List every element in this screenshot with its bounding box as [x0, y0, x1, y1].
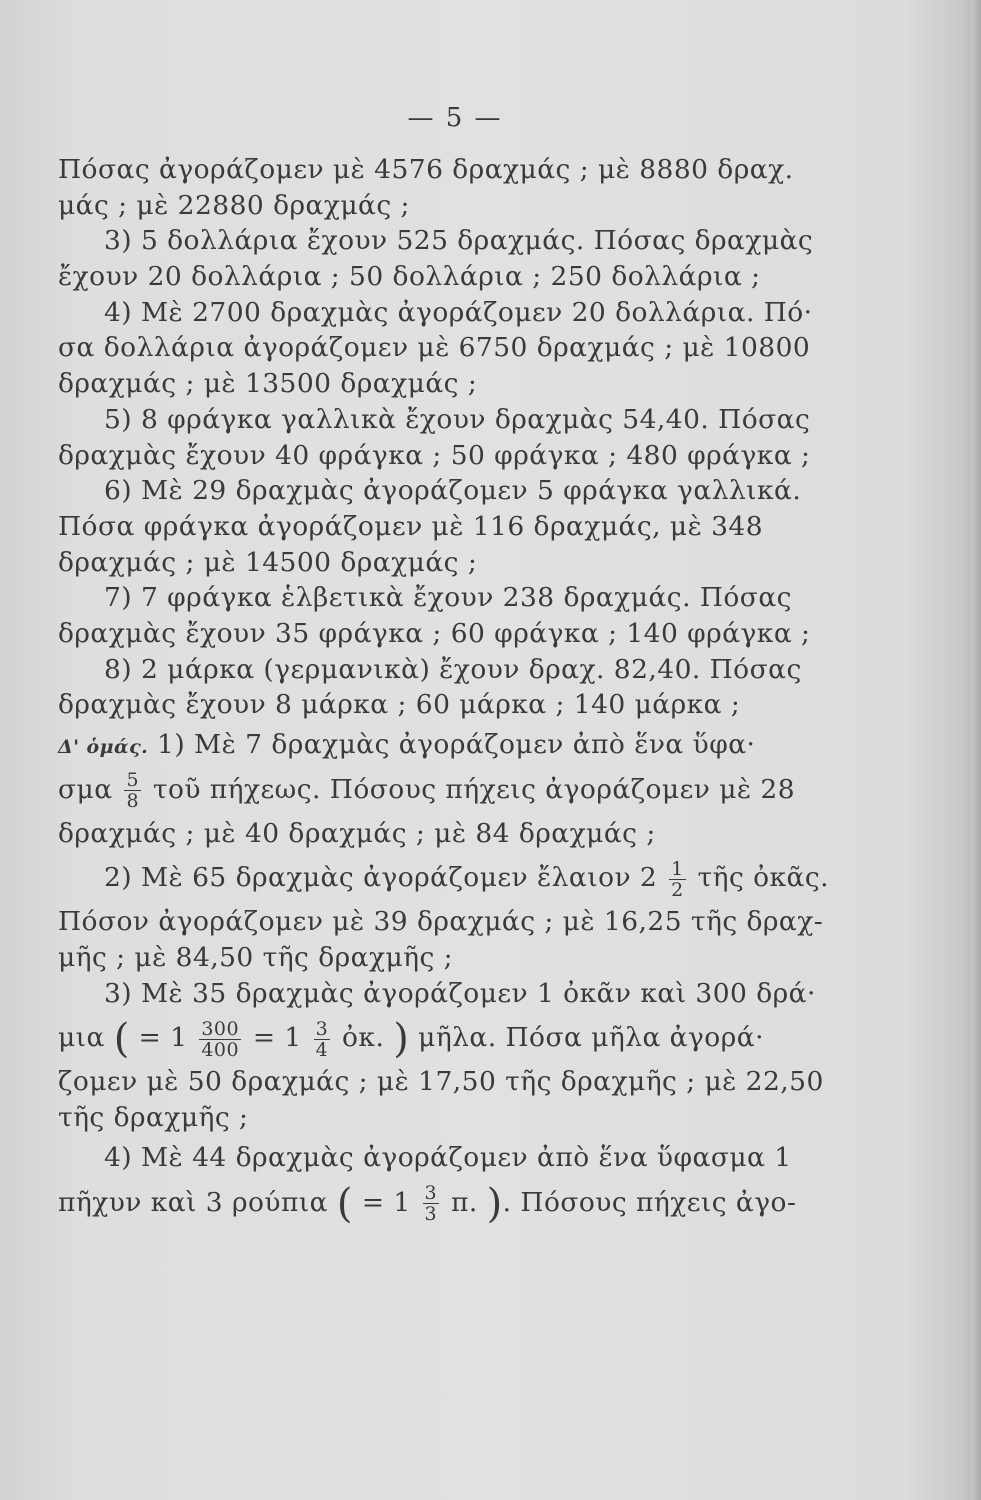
text-segment: = 1 — [138, 1022, 188, 1054]
fraction-numerator: 5 — [126, 769, 139, 792]
fraction-numerator: 3 — [424, 1182, 438, 1204]
page-text — [58, 152, 830, 1229]
text-line: 3) Μὲ 35 δραχμὰς ἀγοράζομεν 1 ὀκᾶν καὶ 300 δρά· — [104, 977, 816, 1009]
text-segment: ὀκ. — [342, 1022, 385, 1054]
text-line: 3) 5 δολλάρια ἔχουν 525 δραχμάς. Πόσας δραχμὰς — [104, 225, 814, 257]
fraction-denominator: 400 — [201, 1038, 240, 1061]
fraction — [423, 1183, 440, 1224]
fraction — [669, 859, 686, 900]
text-segment: = 1 — [252, 1022, 302, 1054]
text-line: δραχμὰς ἔχουν 35 φράγκα ; 60 φράγκα ; 140 φράγκα ; — [58, 617, 811, 649]
text-line: μάς ; μὲ 22880 δραχμάς ; — [58, 189, 410, 221]
open-parenthesis: ( — [336, 1180, 353, 1227]
fraction-numerator: 1 — [671, 857, 684, 880]
text-segment: σμα — [58, 773, 113, 805]
text-segment: = 1 — [361, 1186, 411, 1218]
text-line: δραχμὰς ἔχουν 8 μάρκα ; 60 μάρκα ; 140 μάρκα ; — [58, 689, 741, 721]
text-segment: 2) Μὲ 65 δραχμὰς ἀγοράζομεν ἔλαιον 2 — [104, 862, 658, 894]
text-segment: τῆς ὀκᾶς. — [697, 862, 830, 894]
text-line: μῆς ; μὲ 84,50 τῆς δραχμῆς ; — [58, 942, 454, 974]
text-line: ζομεν μὲ 50 δραχμάς ; μὲ 17,50 τῆς δραχμῆς ; μὲ 22,50 — [58, 1066, 824, 1098]
text-line: 8) 2 μάρκα (γερμανικὰ) ἔχουν δραχ. 82,40. Πόσας — [104, 653, 802, 685]
section-label: Δ' ὁμάς. — [58, 736, 149, 758]
text-segment: . Πόσους πήχεις ἀγο- — [502, 1186, 797, 1218]
text-line: δραχμὰς ἔχουν 40 φράγκα ; 50 φράγκα ; 480 φράγκα ; — [58, 439, 811, 471]
text-segment: π. — [450, 1186, 478, 1218]
text-line: 6) Μὲ 29 δραχμὰς ἀγοράζομεν 5 φράγκα γαλλικά. — [104, 475, 802, 507]
text-line: 5) 8 φράγκα γαλλικὰ ἔχουν δραχμὰς 54,40. Πόσας — [104, 403, 811, 435]
text-line: Πόσας ἀγοράζομεν μὲ 4576 δραχμάς ; μὲ 8880 δραχ. — [58, 154, 794, 185]
close-parenthesis: ) — [486, 1180, 503, 1227]
close-parenthesis: ) — [393, 1016, 410, 1063]
text-line: 7) 7 φράγκα ἑλβετικὰ ἔχουν 238 δραχμάς. Πόσας — [104, 582, 792, 614]
fraction-numerator: 3 — [315, 1017, 329, 1040]
text-line: Πόσα φράγκα ἀγοράζομεν μὲ 116 δραχμάς, μὲ 348 — [58, 510, 764, 542]
fraction — [314, 1019, 331, 1060]
text-line — [58, 727, 818, 763]
fraction-denominator: 8 — [126, 790, 139, 813]
text-line: τῆς δραχμῆς ; — [58, 1102, 249, 1134]
fraction-denominator: 2 — [671, 878, 684, 901]
text-line — [58, 763, 818, 816]
fraction — [199, 1019, 241, 1060]
fraction — [124, 770, 141, 811]
text-line: 4) Μὲ 44 δραχμὰς ἀγοράζομεν ἀπὸ ἕνα ὕφασμα 1 — [104, 1141, 792, 1173]
text-line: δραχμάς ; μὲ 13500 δραχμάς ; — [58, 368, 478, 400]
text-line: 4) Μὲ 2700 δραχμὰς ἀγοράζομεν 20 δολλάρια. Πό· — [104, 296, 813, 328]
text-line: δραχμάς ; μὲ 40 δραχμάς ; μὲ 84 δραχμάς ; — [58, 817, 656, 849]
page-edge — [971, 0, 981, 1500]
text-line — [58, 851, 830, 904]
text-segment: πῆχυν καὶ 3 ρούπια — [58, 1186, 328, 1218]
open-parenthesis: ( — [113, 1016, 130, 1063]
text-segment: 1) Μὲ 7 δραχμὰς ἀγοράζομεν ἀπὸ ἕνα ὕφα· — [157, 729, 756, 760]
text-line: δραχμάς ; μὲ 14500 δραχμάς ; — [58, 546, 478, 578]
text-segment: μῆλα. Πόσα μῆλα ἀγορά· — [418, 1022, 764, 1054]
text-segment: μια — [58, 1022, 105, 1054]
text-line: ἔχουν 20 δολλάρια ; 50 δολλάρια ; 250 δολλάρια ; — [58, 261, 761, 293]
text-line: σα δολλάρια ἀγοράζομεν μὲ 6750 δραχμάς ; μὲ 10800 — [58, 332, 811, 364]
fraction-denominator: 3 — [424, 1203, 438, 1225]
fraction-numerator: 300 — [201, 1017, 240, 1040]
text-segment: τοῦ πήχεως. Πόσους πήχεις ἀγοράζομεν μὲ 28 — [152, 773, 796, 805]
page-number: — 5 — — [407, 103, 503, 133]
text-line — [58, 1176, 818, 1229]
text-line: Πόσον ἀγοράζομεν μὲ 39 δραχμάς ; μὲ 16,25 τῆς δραχ- — [58, 906, 824, 938]
text-line — [58, 1011, 818, 1064]
fraction-denominator: 4 — [315, 1038, 329, 1061]
